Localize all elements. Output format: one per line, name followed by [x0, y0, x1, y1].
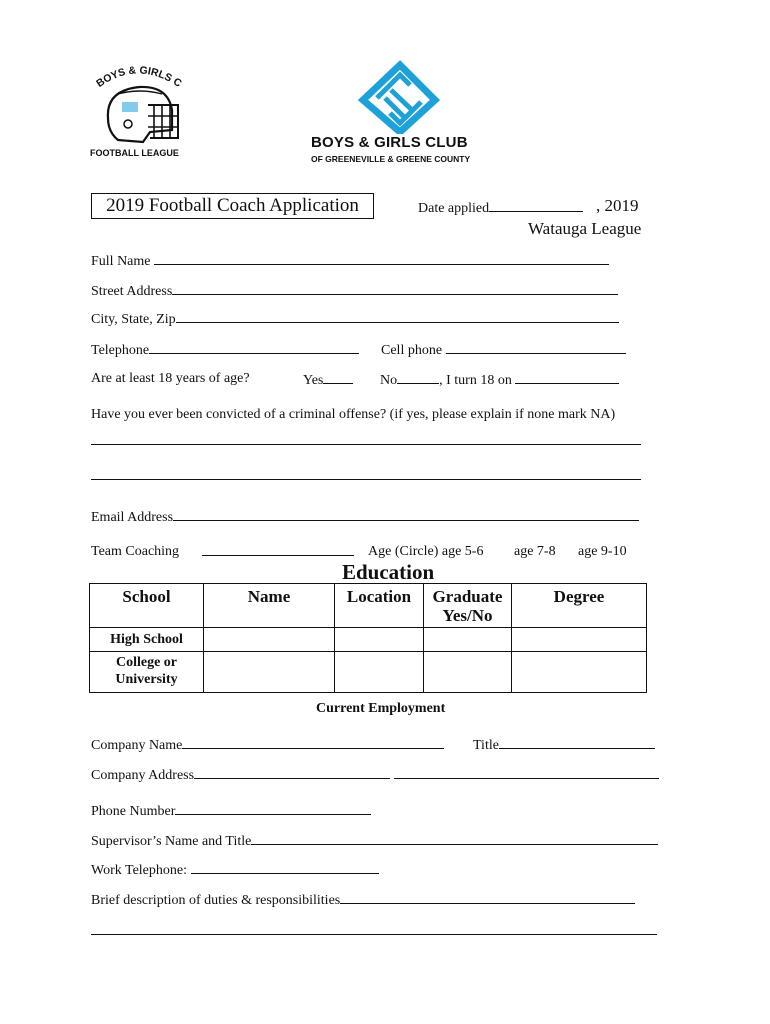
telephone-label: Telephone	[91, 343, 150, 358]
college-graduate-cell[interactable]	[424, 652, 512, 693]
application-title: 2019 Football Coach Application	[91, 193, 374, 219]
column-header-degree: Degree	[512, 584, 647, 628]
column-header-location: Location	[335, 584, 424, 628]
row-label-college: College or University	[90, 652, 204, 693]
phone-number-label: Phone Number	[91, 804, 176, 819]
column-header-name: Name	[204, 584, 335, 628]
high-school-location-cell[interactable]	[335, 628, 424, 652]
company-name-field[interactable]	[91, 736, 444, 754]
yes-label: Yes	[303, 373, 324, 388]
football-league-logo	[88, 60, 188, 160]
education-heading: Education	[342, 560, 435, 584]
club-subtitle: OF GREENEVILLE & GREENE COUNTY	[311, 154, 471, 164]
date-applied-field[interactable]	[418, 199, 583, 217]
age-option-9-10[interactable]: age 9-10	[578, 544, 627, 559]
criminal-question: Have you ever been convicted of a criminal offense? (if yes, please explain if none mark NA)	[91, 407, 616, 422]
date-applied-label: Date applied	[418, 201, 490, 216]
supervisor-field[interactable]	[91, 832, 658, 850]
employment-heading: Current Employment	[316, 701, 446, 716]
full-name-label: Full Name	[91, 254, 151, 269]
education-header-row	[90, 584, 647, 628]
high-school-name-cell[interactable]	[204, 628, 335, 652]
table-row	[90, 628, 647, 652]
full-name-field[interactable]	[91, 252, 609, 270]
company-address-label: Company Address	[91, 768, 195, 783]
team-coaching-line[interactable]	[202, 543, 354, 556]
college-location-cell[interactable]	[335, 652, 424, 693]
education-table	[89, 583, 647, 693]
league-name: Watauga League	[528, 219, 642, 238]
yes-field[interactable]	[303, 371, 353, 389]
college-name-cell[interactable]	[204, 652, 335, 693]
supervisor-label: Supervisor’s Name and Title	[91, 834, 252, 849]
city-state-zip-field[interactable]	[91, 310, 619, 328]
column-header-school: School	[90, 584, 204, 628]
logo-bottom-text: FOOTBALL LEAGUE	[90, 148, 179, 158]
team-coaching-field[interactable]	[91, 544, 179, 560]
club-name: BOYS & GIRLS CLUB	[311, 134, 468, 151]
college-degree-cell[interactable]	[512, 652, 647, 693]
no-field[interactable]	[380, 371, 619, 389]
job-title-field[interactable]	[473, 736, 655, 754]
street-address-label: Street Address	[91, 284, 173, 299]
team-coaching-label: Team Coaching	[91, 544, 180, 559]
work-telephone-label: Work Telephone:	[91, 863, 187, 878]
street-address-field[interactable]	[91, 282, 618, 300]
logo-arc-text: BOYS & GIRLS C	[94, 64, 184, 90]
phone-number-field[interactable]	[91, 802, 371, 820]
high-school-degree-cell[interactable]	[512, 628, 647, 652]
age-circle-option-5-6[interactable]: Age (Circle) age 5-6	[368, 544, 484, 559]
turn-18-label: , I turn 18 on	[439, 373, 512, 388]
job-title-label: Title	[473, 738, 499, 753]
duties-line-2[interactable]	[91, 934, 657, 935]
email-field[interactable]	[91, 508, 639, 526]
age-question: Are at least 18 years of age?	[91, 371, 250, 386]
no-label: No	[380, 373, 398, 388]
hands-emblem-icon	[305, 60, 495, 134]
row-label-high-school: High School	[90, 628, 204, 652]
work-telephone-field[interactable]	[91, 861, 379, 879]
duties-field[interactable]	[91, 891, 635, 909]
city-state-zip-label: City, State, Zip	[91, 312, 176, 327]
cell-phone-field[interactable]	[381, 341, 626, 359]
criminal-explain-line-1[interactable]	[91, 444, 641, 445]
column-header-graduate: Graduate Yes/No	[424, 584, 512, 628]
boys-girls-club-logo	[305, 60, 495, 166]
table-row	[90, 652, 647, 693]
company-name-label: Company Name	[91, 738, 183, 753]
high-school-graduate-cell[interactable]	[424, 628, 512, 652]
duties-label: Brief description of duties & responsibilities	[91, 893, 341, 908]
criminal-explain-line-2[interactable]	[91, 479, 641, 480]
cell-phone-label: Cell phone	[381, 343, 443, 358]
email-label: Email Address	[91, 510, 174, 525]
company-address-field[interactable]	[91, 766, 659, 784]
date-year: , 2019	[596, 196, 639, 215]
age-option-7-8[interactable]: age 7-8	[514, 544, 556, 559]
telephone-field[interactable]	[91, 341, 359, 359]
